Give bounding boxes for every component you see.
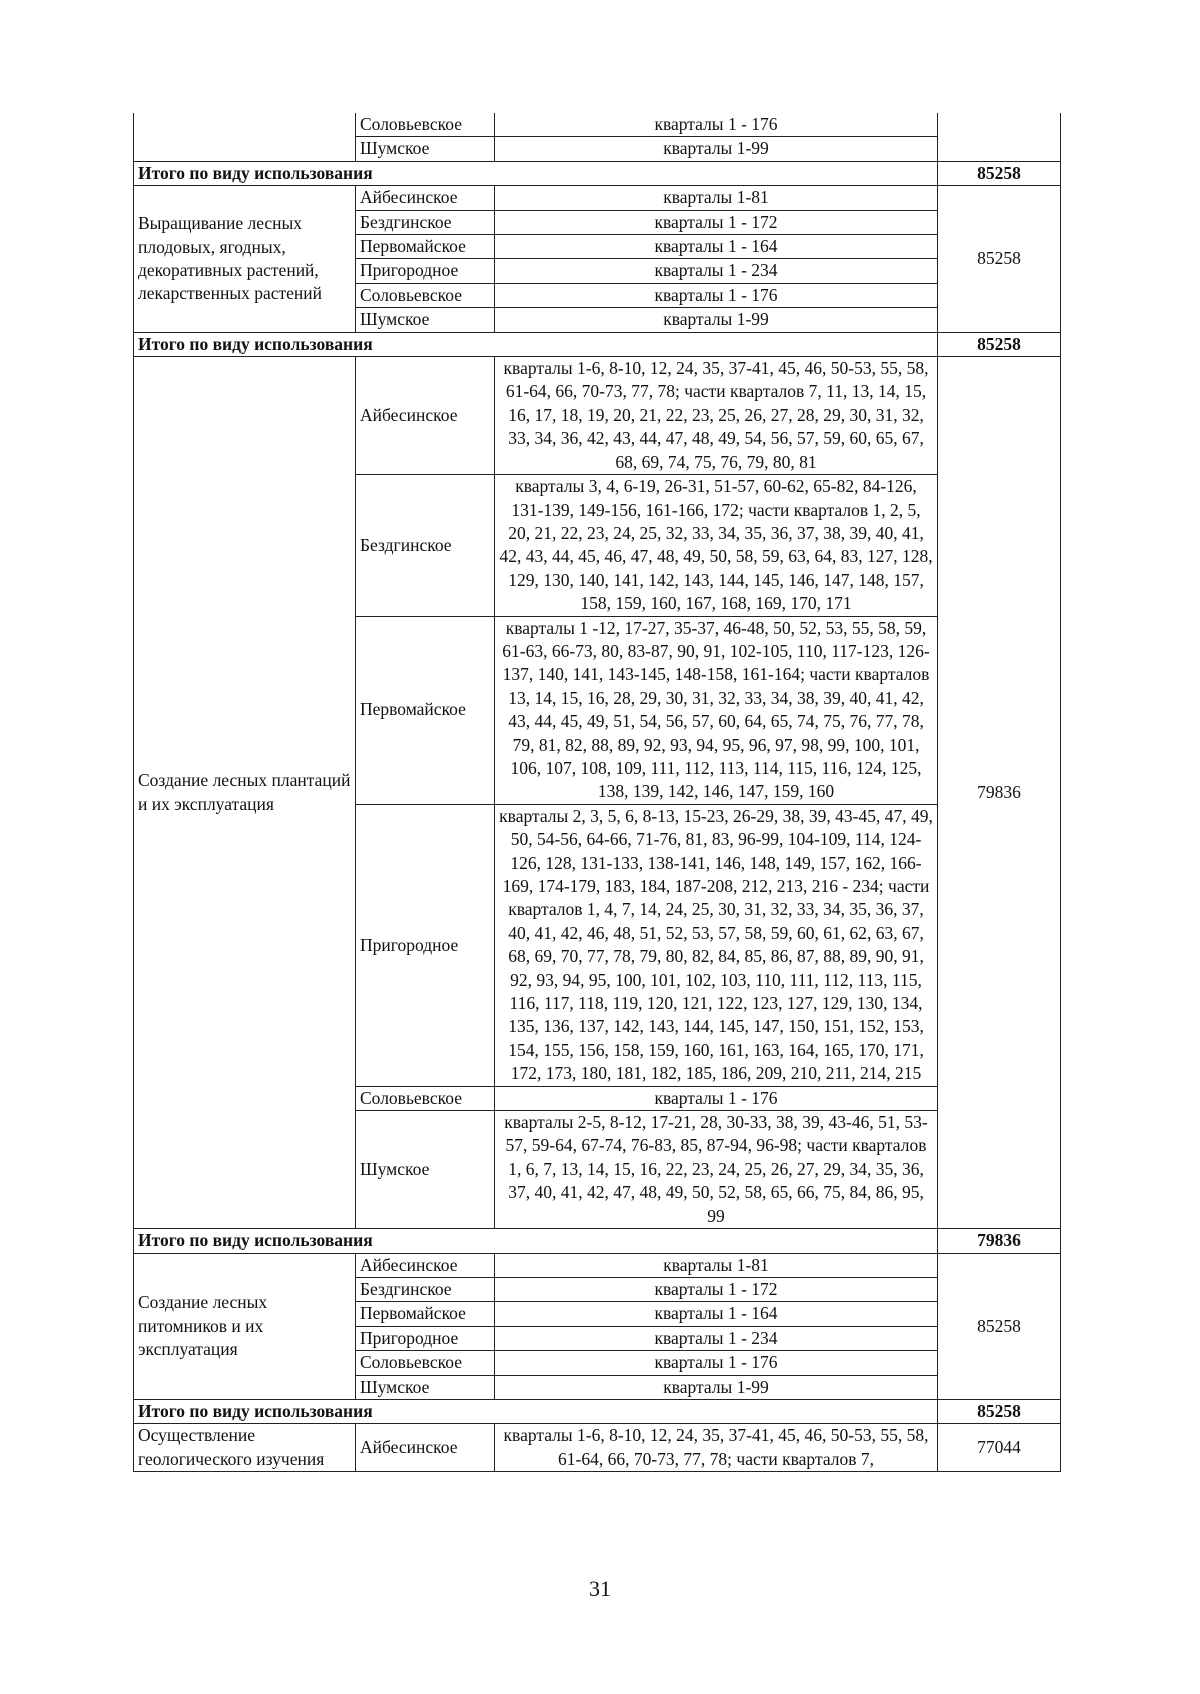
quarters-cell: кварталы 1-81: [495, 1253, 938, 1277]
forestry-cell: Соловьевское: [356, 1351, 495, 1375]
quarters-cell: кварталы 2, 3, 5, 6, 8-13, 15-23, 26-29, 38, 39, 43-45, 47, 49, 50, 54-56, 64-66, 71-76, 81, 83, 96-99, 104-109, 114, 124-126, 128, 131-133, 138-141, 146, 148, 149, 157, 162, 166-169, 174-179, 183, 184, 187-208, 212, 213, 216 - 234; части кварталов 1, 4, 7, 14, 24, 25, 30, 31, 32, 33, 34, 35, 36, 37, 40, 41, 42, 46, 48, 51, 52, 53, 57, 58, 59, 60, 61, 62, 63, 67, 68, 69, 70, 77, 78, 79, 80, 82, 84, 85, 86, 87, 88, 89, 90, 91, 92, 93, 94, 95, 100, 101, 102, 103, 110, 111, 112, 113, 115, 116, 117, 118, 119, 120, 121, 122, 123, 127, 129, 130, 134, 135, 136, 137, 142, 143, 144, 145, 147, 150, 151, 152, 153, 154, 155, 156, 158, 159, 160, 161, 163, 164, 165, 170, 171, 172, 173, 180, 181, 182, 185, 186, 209, 210, 211, 214, 215: [495, 804, 938, 1086]
forestry-cell: Первомайское: [356, 616, 495, 804]
quarters-cell: кварталы 1 - 164: [495, 1302, 938, 1326]
forestry-cell: Айбесинское: [356, 1424, 495, 1472]
forestry-cell: Айбесинское: [356, 1253, 495, 1277]
total-label: Итого по виду использования: [134, 1399, 938, 1423]
total-row: [134, 1399, 1061, 1423]
quarters-cell: кварталы 2-5, 8-12, 17-21, 28, 30-33, 38, 39, 43-46, 51, 53-57, 59-64, 67-74, 76-83, 85, 87-94, 96-98; части кварталов 1, 6, 7, 13, 14, 15, 16, 22, 23, 24, 25, 26, 27, 29, 34, 35, 36, 37, 40, 41, 42, 47, 48, 49, 50, 52, 58, 65, 66, 75, 84, 86, 95, 99: [495, 1111, 938, 1229]
forestry-cell: Первомайское: [356, 235, 495, 259]
quarters-cell: кварталы 1-81: [495, 186, 938, 210]
quarters-cell: кварталы 1 - 176: [495, 1086, 938, 1110]
quarters-cell: кварталы 1 - 234: [495, 1326, 938, 1350]
forestry-cell: Соловьевское: [356, 113, 495, 137]
quarters-cell: кварталы 1-99: [495, 308, 938, 332]
table-body: [134, 113, 1061, 1472]
quarters-cell: кварталы 1 - 176: [495, 113, 938, 137]
forestry-cell: Пригородное: [356, 1326, 495, 1350]
quarters-cell: кварталы 1 - 234: [495, 259, 938, 283]
usage-type-cell: Создание лесных питомников и их эксплуатация: [134, 1253, 356, 1399]
quarters-cell: кварталы 1 - 164: [495, 235, 938, 259]
quarters-cell: кварталы 3, 4, 6-19, 26-31, 51-57, 60-62, 65-82, 84-126, 131-139, 149-156, 161-166, 172; части кварталов 1, 2, 5, 20, 21, 22, 23, 24, 25, 32, 33, 34, 35, 36, 37, 38, 39, 40, 41, 42, 43, 44, 45, 46, 47, 48, 49, 50, 58, 59, 63, 64, 83, 127, 128, 129, 130, 140, 141, 142, 143, 144, 145, 146, 147, 148, 157, 158, 159, 160, 167, 168, 169, 170, 171: [495, 475, 938, 616]
total-label: Итого по виду использования: [134, 332, 938, 356]
quarters-cell: кварталы 1 - 176: [495, 283, 938, 307]
quarters-cell: кварталы 1-99: [495, 1375, 938, 1399]
forestry-cell: Бездгинское: [356, 475, 495, 616]
table-row: [134, 113, 1061, 137]
usage-type-cell: [134, 113, 356, 161]
forestry-cell: Соловьевское: [356, 283, 495, 307]
table-row: [134, 1424, 1061, 1472]
usage-type-cell: Создание лесных плантаций и их эксплуатация: [134, 357, 356, 1229]
total-value: 85258: [938, 1399, 1061, 1423]
area-cell: 77044: [938, 1424, 1061, 1472]
quarters-cell: кварталы 1 - 176: [495, 1351, 938, 1375]
quarters-cell: кварталы 1 - 172: [495, 210, 938, 234]
forestry-cell: Пригородное: [356, 259, 495, 283]
table-row: [134, 1253, 1061, 1277]
quarters-cell: кварталы 1-99: [495, 137, 938, 161]
forest-usage-table: [133, 113, 1061, 1472]
total-value: 85258: [938, 332, 1061, 356]
quarters-cell: кварталы 1 - 172: [495, 1277, 938, 1301]
forestry-cell: Шумское: [356, 1111, 495, 1229]
total-value: 79836: [938, 1229, 1061, 1253]
total-row: [134, 1229, 1061, 1253]
forestry-cell: Шумское: [356, 137, 495, 161]
table-row: [134, 357, 1061, 475]
total-label: Итого по виду использования: [134, 161, 938, 185]
quarters-cell: кварталы 1-6, 8-10, 12, 24, 35, 37-41, 45, 46, 50-53, 55, 58, 61-64, 66, 70-73, 77, 78; части кварталов 7,: [495, 1424, 938, 1472]
forestry-cell: Бездгинское: [356, 210, 495, 234]
total-label: Итого по виду использования: [134, 1229, 938, 1253]
forestry-cell: Айбесинское: [356, 357, 495, 475]
forestry-cell: Соловьевское: [356, 1086, 495, 1110]
table-row: [134, 186, 1061, 210]
area-cell: 79836: [938, 357, 1061, 1229]
area-cell: 85258: [938, 1253, 1061, 1399]
quarters-cell: кварталы 1-6, 8-10, 12, 24, 35, 37-41, 45, 46, 50-53, 55, 58, 61-64, 66, 70-73, 77, 78; части кварталов 7, 11, 13, 14, 15, 16, 17, 18, 19, 20, 21, 22, 23, 25, 26, 27, 28, 29, 30, 31, 32, 33, 34, 36, 42, 43, 44, 47, 48, 49, 54, 56, 57, 59, 60, 65, 67, 68, 69, 74, 75, 76, 79, 80, 81: [495, 357, 938, 475]
forestry-cell: Первомайское: [356, 1302, 495, 1326]
usage-type-cell: Выращивание лесных плодовых, ягодных, декоративных растений, лекарственных растений: [134, 186, 356, 332]
forestry-cell: Шумское: [356, 1375, 495, 1399]
forestry-cell: Айбесинское: [356, 186, 495, 210]
forestry-cell: Бездгинское: [356, 1277, 495, 1301]
total-row: [134, 161, 1061, 185]
area-cell: 85258: [938, 186, 1061, 332]
total-value: 85258: [938, 161, 1061, 185]
quarters-cell: кварталы 1 -12, 17-27, 35-37, 46-48, 50, 52, 53, 55, 58, 59, 61-63, 66-73, 80, 83-87, 90, 91, 102-105, 110, 117-123, 126-137, 140, 141, 143-145, 148-158, 161-164; части кварталов 13, 14, 15, 16, 28, 29, 30, 31, 32, 33, 34, 38, 39, 40, 41, 42, 43, 44, 45, 49, 51, 54, 56, 57, 60, 64, 65, 74, 75, 76, 77, 78, 79, 81, 82, 88, 89, 92, 93, 94, 95, 96, 97, 98, 99, 100, 101, 106, 107, 108, 109, 111, 112, 113, 114, 115, 116, 124, 125, 138, 139, 142, 146, 147, 159, 160: [495, 616, 938, 804]
forestry-cell: Пригородное: [356, 804, 495, 1086]
forestry-cell: Шумское: [356, 308, 495, 332]
page-number: 31: [589, 1576, 611, 1601]
total-row: [134, 332, 1061, 356]
area-cell: [938, 113, 1061, 161]
usage-type-cell: Осуществление геологического изучения: [134, 1424, 356, 1472]
